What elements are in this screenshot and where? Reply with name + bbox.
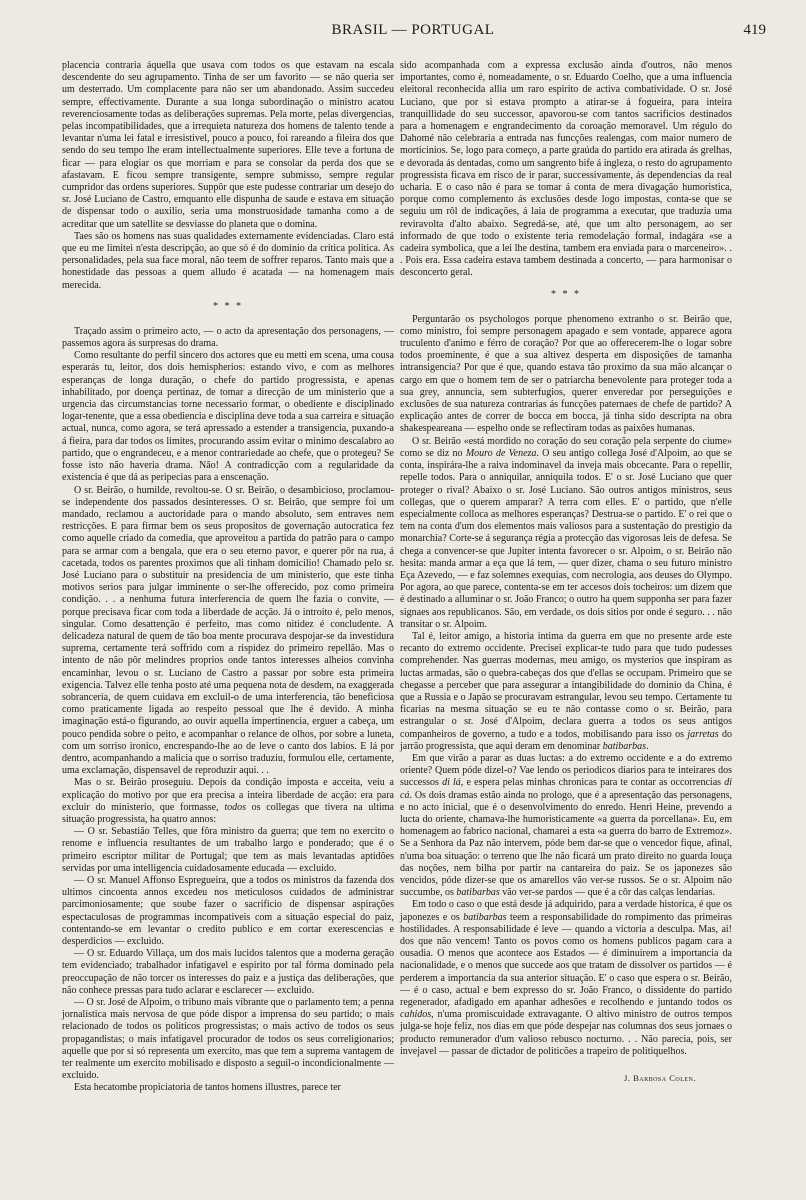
page-header [60,22,766,44]
paragraph [62,777,394,826]
text-run: Em que virão a parar as duas luctas: a do extremo occidente e a do extremo oriente? Quem póde dizel-o? Vae lendo os periodicos diarios para te inteirares dos successos [400,752,732,789]
section-separator [400,290,732,300]
separator-asterisks: * * * [213,300,243,312]
italic-text: batibarbas [602,740,647,752]
italic-text: di cá [400,777,732,801]
italic-text: batibarbas [456,887,500,899]
text-run: Mas o sr. Beirão proseguiu. Depois da condição imposta e acceita, veiu a explicação do motivo por que era precisa a inteira liberdade de acção: era para excluir do ministerio, que formasse, [62,777,394,813]
text-run: . O seu antigo collega José d'Alpoim, ao que se conta, inspirára-lhe a raiva indominavel da inveja mais obcecante. Para o repellir, repelle todos. Para o anniquilar, anniquila todos. E' o sr. José Luciano que quer proteger o rival? Abaixo o sr. José Luciano. São outros antigos ministros, seus collegas, que o querem amparar? A terra com elles. E' o partido, que n'elle especialmente colloca as melhores esperanças? Destrua-se o partido. E' o rei que o tem na conta d'um dos elementos mais valiosos para a sustentação do prestigio da monarchia? Corte-se á segurança régia a protecção das vigorosas leis de defesa. Se chega a convencer-se que Jupiter intenta favorecer o sr. Alpoim, o sr. Beirão não hesita: manda armar a eça que lá tem, — quer dizer, chama o seu futuro ministro Eça Azevedo, — e faz solemnes exequias, com necrologia, aos deuses do Olympo. Por agora, ao que parece, contenta-se em ter accesos dois tocheiros: um dizem que é destinado a alluminar o sr. João Franco; o outro ha quem supponha ser para fazer signaes aos republicanos. São, em verdade, os dois sitios por onde é seguro. . . não transitar o sr. Alpoim. [400,447,732,630]
paragraph [400,899,732,1058]
paragraph: Como resultante do perfil sincero dos actores que eu metti em scena, uma cousa esperarás tu, leitor, dos dois hemispherios: estando vivo, e com as melhores esperanças de longa duração, o chefe do partido progressista, e apenas inhabilitado, por doença pertinaz, de tomar a direcção de um ministerio que a urgencia das circumstancias torne necessario formar, o obediente e disciplinado logar-tenente, que a essa obediencia e disciplina deve toda a sua carreira e situação actual, nunca, como agora, se terá apressado a estender a transigencia, puxando-a á fieira, para dar todos os limites, procurando assim evitar o minimo descalabro ao partido, que o engrandeceu, e a menor contrariedade ao chefe, que o protegeu? Se fosse isto não haveria drama. Não! A contradicção com a regularidade da existencia é que dá as peripecias para a enscenação. [62,350,394,484]
paragraph: Esta hecatombe propiciatoria de tantos homens illustres, parece ter [74,1082,341,1094]
text-run: . [646,740,649,752]
separator-asterisks: * * * [551,288,581,300]
paragraph: — O sr. Manuel Affonso Espregueira, que a todos os ministros da fazenda dos ultimos cincoenta annos excedeu nos meticulosos cuidados de administrar parcimoniosamente; que soube fazer o sacrificio de dispensar aspirações espectaculosas de programmas incompativeis com a situação especial do paiz, contentando-se em levantar o credito publico e em cortar exerescencias e desperdicios — excluido. [62,875,394,948]
paragraph [400,631,732,753]
page-number: 419 [743,22,766,38]
italic-text: Mouro de Veneza [465,447,537,459]
italic-text: todos [224,801,246,813]
running-title: BRASIL — PORTUGAL [331,22,495,38]
text-run: do jarrão progressista, que aqui deram em denominar [400,728,733,752]
paragraph: O sr. Beirão, o humilde, revoltou-se. O sr. Beirão, o desambicioso, proclamou-se independente dos passados desinteresses. O sr. Beirão, que sempre foi um mandado, reclamou a auctoridade para o mando absoluto, sem entraves nem restricções. E para firmar bem os seus propositos de governação autocratica fez como aquelle criado da comedia, que aproveitou a partida do patrão para o campo para se armar com a bengala, que era o seu eterno pavor, e querer pôr na rua, á cacetada, todos os parentes proximos que ali tinham domicilio! Chamado pelo sr. José Luciano para o substituir na presidencia de um ministerio, que este tinha motivos serios para julgar imminente o ser-lhe offerecido, poz como primeira condição. . . a nenhuma futura interferencia de quem lhe fazia o convite, — porque precisava ficar com toda a liberdade de acção. Já o introito é, pelo menos, singular. Como desattenção é perfeito, mas como nitidez é concludente. A delicadeza natural de quem de tão boa mente procurava despojar-se da investidura suprema, certamente terá soffrido com a rispidez do primeiro repellão. Mas o intento de não pôr melindres proprios onde tantos interesses alheios convinha encaminhar, levou o sr. Luciano de Castro a passar por sobre esta primeira exigencia. Talvez elle tenha posto até uma pequena nota de desdem, na exaggerada sobranceria, de quem cuidava em excluil-o de uma interferencia, tão beneficiosa como praticamente ligada ao respeito pessoal que lhe é devido. A minha imaginação está-o figurando, ao ouvir aquella impertinencia, erguer a cabeça, um pouco pendida sobre o peito, e acompanhar o relance de olhos, por sobre a luneta, com um sorriso ironico, encrespando-lhe ao de leve o canto dos labios. E lá por dentro, acompanhando a malicia que o sorriso traduziu, formulou elle, certamente, uma exclamação, dispensavel de reproduzir aqui. . . [62,484,394,777]
paragraph: placencia contraria áquella que usava com todos os que estavam na escala descendente do seu agrupamento. Tinha de ser um favorito — se não queria ser um desterrado. Um complacente para não ser um abandonado. Assim succedeu sempre, effectivamente. Durante a sua longa subordinação o ministro acatou reverenciosamente todas as deliberações supremas. Pela morte, pelas divergencias, pelas incompatibilidades, que a irrequieta natureza dos homens de talento tende a levantar n'uma lei fatal e irresistivel, pouco a pouco, foi rareando a fileira dos que sendo do seu tempo lhe eram intellectualmente superiores. Elle teve a fortuna de ficar — para elogiar os que morriam e para se consolar da perda dos que se afastavam. E ficou sempre transigente, sempre submisso, sempre regular cumpridor das ordens superiores. Suppôr que este pudesse contrariar um desejo do sr. José Luciano de Castro, emquanto elle dispunha de saude e estava em situação de dispensar todo o auxilio, seria uma monstruosidade tamanha como a de acreditar que um satellite se desviasse do planeta que o domina. [62,60,394,230]
text-run: Tal é, leitor amigo, a historia intima da guerra em que no presente arde este recanto do extremo occidente. Precisei explicar-te tudo para que tudo pudesses comprehender. Nas guerras modernas, meu amigo, os mysterios que inspiram as luctas armadas, são o quebra-cabeças dos que d'ellas se occupam. Primeiro que se chegasse a perceber que para assegurar a intangibilidade do dominio da China, é que a Russia e o Japão se procuravam estrangular, levou seu tempo. Certamente tu ficarias na mesma situação se eu te não contasse como o sr. Beirão, para estrangular o sr. José d'Alpoim, declara guerra a todos os seus antigos companheiros de governo, a tudo e a todos, mobilisando para isso os [400,630,732,740]
left-column [62,60,394,1095]
paragraph [400,436,732,631]
text-run: , e espera pelas minhas chronicas para te contar as occorrencias [460,777,725,789]
text-run: os collegas que tivera na ultima situação progressista, ha quatro annos: [62,801,394,825]
paragraph: Traçado assim o primeiro acto, — o acto da apresentação dos personagens, — passemos agora ás surpresas do drama. [62,325,394,350]
paragraph [400,753,732,899]
signature-initial: J. [624,1073,631,1084]
right-column [400,60,732,1084]
paragraph: — O sr. José de Alpoim, o tribuno mais vibrante que o parlamento tem; a penna jornalistica mais nervosa de que póde dispor a imprensa do seu partido; o mais relacionado de todos os politicos progressistas; o mais activo de todos os seus propagandistas; o mais infatigavel procurador de todos os seus correligionarios; aquelle que por si só representa um exercito, mas que tem a suprema vantagem de ter realmente um exercito mobilisado e disposto a seguil-o incondicionalmente — excluido. [62,997,394,1082]
text-run: vão ver-se pardos — que é a côr das calças lendarias. [499,887,715,899]
paragraph: — O sr. Eduardo Villaça, um dos mais lucidos talentos que a moderna geração tem evidenciado; trabalhador infatigavel e espirito por tal fórma dominado pela preoccupação de não torcer os interesses do paiz e a justiça das deliberações, que não conhece pressas para tudo aclarar e esclarecer — excluido. [62,948,394,996]
italic-text: di lá [442,777,461,789]
italic-text: jarretas [687,728,719,740]
paragraph: — O sr. Sebastião Telles, que fôra ministro da guerra; que tem no exercito o renome e influencia resultantes de um trabalho largo e ponderado; que é o primeiro escriptor militar de Portugal; que tem as mais levantadas aptidões servidas por uma intelligencia cuidadosamente educada — excluido. [62,826,394,874]
paragraph: sido acompanhada com a expressa exclusão ainda d'outros, não menos importantes, como é, nomeadamente, o sr. Eduardo Coelho, que a uma influencia eleitoral reconhecida allia um raro espirito de activa combatividade. O sr. José Luciano, que por si estava prompto a atirar-se á fogueira, para inteira tranquillidade do seu successor, apavorou-se com tantos sacrificios destinados para a homenagem e engrandecimento da coroação memoravel. Um régulo do Dahomé não celebraria a entrada nas funcções realengas, com maior numero de morticinios. Se, logo para começo, a parte graúda do partido era atirada ás grelhas, e devorada ás dentadas, como um sangrento bife á ingleza, o resto do agrupamento progressista ficava em risco de ir parar, successivamente, ás dependencias da real ucharia. E o caso não é para se tomar á conta de mera divagação humoristica, porque como complemento ás exclusões desde logo impostas, conta-se que se seguiu um rôl de indicações, á laia de programma a executar, que traduzia uma reviravolta d'alto abaixo. Segredá-se, até, que um alto personagem, ao ser informado de que todo o existente teria remodelação formal, indagára «se a cadeira symbolica, que a lei lhe destina, tambem era enviada para o marceneiro». . . Pois era. Essa cadeira estava tambem destinada a concerto, — para harmonisar o desconcerto geral. [400,60,732,279]
text-run: teem a responsabilidade do rompimento das primeiras hostilidades. A responsabilidade é leve — quando a victoria a desculpa. Mas, ai! dos que não vencem! Tanto os povos como os homens publicos pagam cara a ousadia. O menos que acontece aos Estados — é diminuirem a importancia da nacionalidade, e o menos que succede aos que tratam de dissolver os partidos — é perderem a importancia da sua anterior situação. E' o caso que espera o sr. Beirão, — é o caso, actual e bem expresso do sr. João Franco, o dissidente do partido regenerador, afadigado em apanhar adhesões e recolhendo e juntando todos os [400,911,732,1009]
paragraph: Taes são os homens nas suas qualidades externamente evidenciadas. Claro está que eu me limitei n'esta descripção, ao que só é do dominio da critica politica. As personalidades, pela sua face moral, não teem de soffrer reparos. Tanto mais que a honestidade das pessoas a quem alludo é acatada — na homenagem mais merecida. [62,230,394,291]
italic-text: batibarbas [463,911,507,923]
text-run: , n'uma promiscuidade extravagante. O altivo ministro de outros tempos julga-se hoje feliz, nos dias em que póde despejar nas columnas dos seus jornaes o producto remunerador d'um valioso rebusco nocturno. . . Não parecia, pois, ser invejavel — passar de dictador de politicões a trapeiro de politiquelhos. [400,1009,732,1057]
author-signature [400,1072,732,1084]
signature-name: Barbosa Colen. [633,1073,696,1084]
text-run: O sr. Beirão «está mordido no coração do seu coração pela serpente do ciume» como se diz no [400,435,732,459]
text-run: . Os dois dramas estão ainda no prologo, que é a apresentação das personagens, e no acto inicial, que é o desenvolvimento do enredo. Henri Heine, prevendo a lucta do oriente, chamava-lhe humoristicamente «a guerra da porcellana». Eu, em homenagem ao fabrico nacional, chamarei a esta «a guerra do barro de Extremoz». Se a Senhora da Paz não intervem, póde bem dar-se que o vencedor fique, afinal, n'uma boa situação: o terreno que lhe não ficará um prato direito no guarda louça das noções, nem bilha por partir na cantareira do paiz. Se os japonezes são vencidos, póde dizer-se que os amarellos vão ver-se russos. Se o sr. Alpoim não succumbe, os [400,789,732,899]
section-separator [62,302,394,312]
italic-text: cahidos [400,1009,432,1021]
paragraph: Perguntarão os psychologos porque phenomeno extranho o sr. Beirão que, como ministro, foi sempre personagem apagado e sem vontade, apparece agora truculento d'animo e férro de coração? Por que ao offerecerem-lhe o logar sobre todos proeminente, é que a sua altivez desperta em disposições de tamanha intransigencia? Por que é que, quando estava tão proximo da sua mão alcançar o cargo em que o homem tem de ser o patriarcha benevolente para proteger toda a sua grey, annuncia, sem subterfugios, querer enveredar por perseguições e exclusões de sua natureza contrarias ás funcções paternaes de chefe de partido? A explicação antes de correr de bocca em bocca, já tinha sido descripta na obra shakespeareana — espelho onde se reflectiram todas as paixões humanas. [400,313,732,435]
text-run: Em todo o caso o que está desde já adquirido, para a verdade historica, é que os japonezes e os [400,899,732,923]
